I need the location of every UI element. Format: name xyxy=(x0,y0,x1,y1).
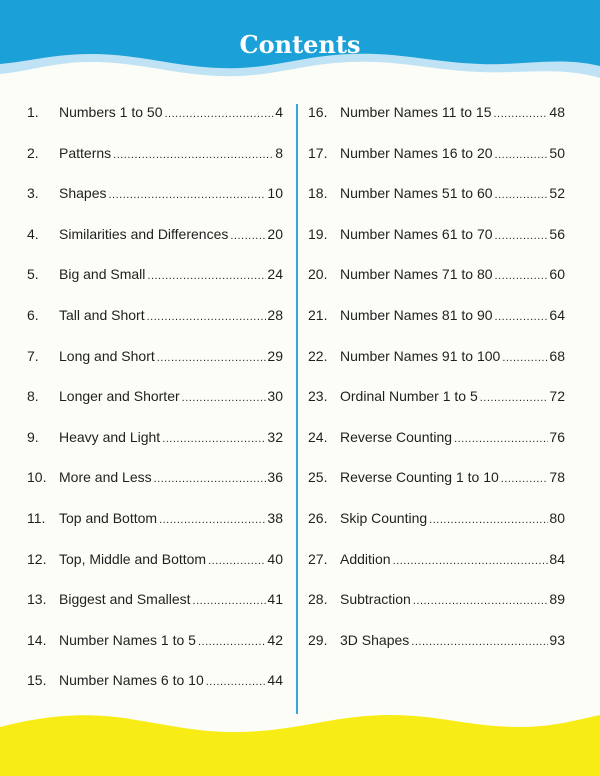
toc-entry-title: Top, Middle and Bottom xyxy=(59,550,207,567)
dot-leader xyxy=(480,392,549,404)
page-title: Contents xyxy=(239,30,361,59)
toc-entry-title: Reverse Counting 1 to 10 xyxy=(340,469,499,486)
toc-entry-number: 5. xyxy=(27,266,39,283)
toc-entry-title: Numbers 1 to 50 xyxy=(59,104,163,120)
toc-entry-number: 2. xyxy=(27,144,39,161)
toc-entry-number: 27. xyxy=(308,550,328,567)
toc-entry-number: 1. xyxy=(27,104,39,120)
toc-entry-title: Number Names 71 to 80 xyxy=(340,266,493,283)
toc-entry-page: 4 xyxy=(275,104,283,120)
toc-entry-title: Skip Counting xyxy=(340,509,428,526)
dot-leader xyxy=(108,189,266,201)
dot-leader xyxy=(495,189,549,201)
dot-leader xyxy=(193,595,267,607)
toc-entry-number: 19. xyxy=(308,225,328,242)
toc-entry-page: 20 xyxy=(267,225,283,242)
toc-entry-number: 8. xyxy=(27,388,39,405)
toc-entry xyxy=(27,104,283,145)
toc-entry-page: 29 xyxy=(267,347,283,364)
toc-entry-number: 4. xyxy=(27,225,39,242)
toc-entry-page: 41 xyxy=(267,591,283,608)
toc-entry-title: Ordinal Number 1 to 5 xyxy=(340,388,478,405)
toc-entry-page: 38 xyxy=(267,509,283,526)
toc-entry xyxy=(27,185,283,226)
dot-leader xyxy=(198,636,266,648)
dot-leader xyxy=(147,270,266,282)
toc-entry-number: 21. xyxy=(308,306,328,323)
toc-entry-page: 10 xyxy=(267,185,283,202)
toc-entry-page: 72 xyxy=(549,388,565,405)
toc-entry xyxy=(308,591,565,632)
toc-entry-page: 28 xyxy=(267,306,283,323)
toc-entry xyxy=(308,632,565,673)
toc-entry-number: 14. xyxy=(27,631,47,648)
dot-leader xyxy=(159,514,266,526)
toc-entry-page: 93 xyxy=(549,631,565,648)
toc-entry-title: Number Names 81 to 90 xyxy=(340,306,493,323)
toc-entry-page: 68 xyxy=(549,347,565,364)
toc-entry-title: Number Names 61 to 70 xyxy=(340,225,493,242)
toc-entry-number: 23. xyxy=(308,388,328,405)
toc-entry-number: 6. xyxy=(27,306,39,323)
toc-entry xyxy=(308,266,565,307)
toc-entry-number: 28. xyxy=(308,591,328,608)
toc-entry-page: 50 xyxy=(549,144,565,161)
dot-leader xyxy=(165,108,275,120)
toc-entry xyxy=(27,469,283,510)
dot-leader xyxy=(182,392,267,404)
toc-entry xyxy=(27,348,283,389)
toc-entry xyxy=(308,104,565,145)
toc-entry-page: 84 xyxy=(549,550,565,567)
toc-entry-number: 16. xyxy=(308,104,328,120)
toc-entry xyxy=(308,469,565,510)
toc-entry-title: Longer and Shorter xyxy=(59,388,180,405)
toc-entry-title: Number Names 11 to 15 xyxy=(340,104,492,120)
toc-entry-page: 52 xyxy=(549,185,565,202)
toc-entry-number: 22. xyxy=(308,347,328,364)
toc-entry-title: 3D Shapes xyxy=(340,631,410,648)
toc-entry-title: Biggest and Smallest xyxy=(59,591,191,608)
toc-entry-title: More and Less xyxy=(59,469,152,486)
dot-leader xyxy=(413,595,549,607)
toc-entry-number: 24. xyxy=(308,428,328,445)
dot-leader xyxy=(147,311,267,323)
footer-wave-banner xyxy=(0,705,600,776)
toc-entry-title: Number Names 51 to 60 xyxy=(340,185,493,202)
toc-entry xyxy=(308,226,565,267)
toc-entry-page: 56 xyxy=(549,225,565,242)
toc-entry-number: 10. xyxy=(27,469,47,486)
toc-entry-page: 30 xyxy=(267,388,283,405)
toc-entry-title: Reverse Counting xyxy=(340,428,453,445)
toc-entry-number: 18. xyxy=(308,185,328,202)
toc-entry-page: 80 xyxy=(549,509,565,526)
toc-entry-number: 26. xyxy=(308,509,328,526)
dot-leader xyxy=(495,311,549,323)
toc-entry xyxy=(27,266,283,307)
toc-entry-title: Similarities and Differences xyxy=(59,225,229,242)
toc-entry-number: 11. xyxy=(27,509,46,526)
toc-entry-number: 25. xyxy=(308,469,328,486)
dot-leader xyxy=(206,676,267,688)
toc-entry xyxy=(27,226,283,267)
toc-entry-title: Patterns xyxy=(59,144,112,161)
dot-leader xyxy=(208,555,266,567)
dot-leader xyxy=(495,270,549,282)
toc-entry-page: 44 xyxy=(267,672,283,689)
toc-entry xyxy=(308,307,565,348)
toc-entry-number: 3. xyxy=(27,185,39,202)
toc-entry-page: 78 xyxy=(549,469,565,486)
toc-entry xyxy=(27,388,283,429)
dot-leader xyxy=(113,149,274,161)
contents-right-column xyxy=(308,104,565,672)
toc-entry-title: Big and Small xyxy=(59,266,146,283)
dot-leader xyxy=(454,433,548,445)
toc-entry-title: Addition xyxy=(340,550,391,567)
toc-entry xyxy=(27,632,283,673)
toc-entry-number: 7. xyxy=(27,347,39,364)
toc-entry-title: Tall and Short xyxy=(59,306,145,323)
toc-entry-number: 9. xyxy=(27,428,39,445)
toc-entry-number: 15. xyxy=(27,672,47,689)
toc-entry xyxy=(308,551,565,592)
toc-entry xyxy=(27,145,283,186)
toc-entry xyxy=(27,551,283,592)
dot-leader xyxy=(495,149,549,161)
dot-leader xyxy=(157,352,267,364)
column-divider xyxy=(296,104,298,714)
toc-entry-page: 48 xyxy=(549,104,565,120)
toc-entry-page: 36 xyxy=(267,469,283,486)
toc-entry-title: Number Names 6 to 10 xyxy=(59,672,204,689)
dot-leader xyxy=(501,473,549,485)
toc-entry xyxy=(308,429,565,470)
dot-leader xyxy=(154,473,267,485)
toc-entry-title: Number Names 1 to 5 xyxy=(59,631,196,648)
toc-entry-title: Subtraction xyxy=(340,591,411,608)
dot-leader xyxy=(495,230,549,242)
toc-entry xyxy=(308,145,565,186)
toc-entry-page: 64 xyxy=(549,306,565,323)
toc-entry-title: Heavy and Light xyxy=(59,428,161,445)
toc-entry-title: Top and Bottom xyxy=(59,509,158,526)
dot-leader xyxy=(162,433,266,445)
toc-entry-number: 17. xyxy=(308,144,328,161)
dot-leader xyxy=(411,636,548,648)
toc-entry xyxy=(308,185,565,226)
dot-leader xyxy=(393,555,549,567)
toc-entry-title: Long and Short xyxy=(59,347,155,364)
dot-leader xyxy=(230,230,266,242)
contents-left-column xyxy=(27,104,283,713)
toc-entry xyxy=(308,388,565,429)
toc-entry xyxy=(27,591,283,632)
toc-entry-title: Shapes xyxy=(59,185,107,202)
toc-entry-page: 42 xyxy=(267,631,283,648)
toc-entry-title: Number Names 16 to 20 xyxy=(340,144,493,161)
toc-entry-number: 12. xyxy=(27,550,47,567)
toc-entry-page: 76 xyxy=(549,428,565,445)
dot-leader xyxy=(429,514,548,526)
toc-entry xyxy=(308,348,565,389)
dot-leader xyxy=(493,108,548,120)
toc-entry-number: 20. xyxy=(308,266,328,283)
toc-entry-number: 29. xyxy=(308,631,328,648)
toc-entry-page: 60 xyxy=(549,266,565,283)
toc-entry xyxy=(27,510,283,551)
toc-entry-title: Number Names 91 to 100 xyxy=(340,347,501,364)
toc-entry-page: 8 xyxy=(275,144,283,161)
dot-leader xyxy=(502,352,548,364)
toc-entry-page: 40 xyxy=(267,550,283,567)
toc-entry-page: 24 xyxy=(267,266,283,283)
toc-entry-page: 89 xyxy=(549,591,565,608)
toc-entry xyxy=(27,307,283,348)
toc-entry-number: 13. xyxy=(27,591,47,608)
toc-entry xyxy=(27,429,283,470)
toc-entry-page: 32 xyxy=(267,428,283,445)
toc-entry xyxy=(308,510,565,551)
